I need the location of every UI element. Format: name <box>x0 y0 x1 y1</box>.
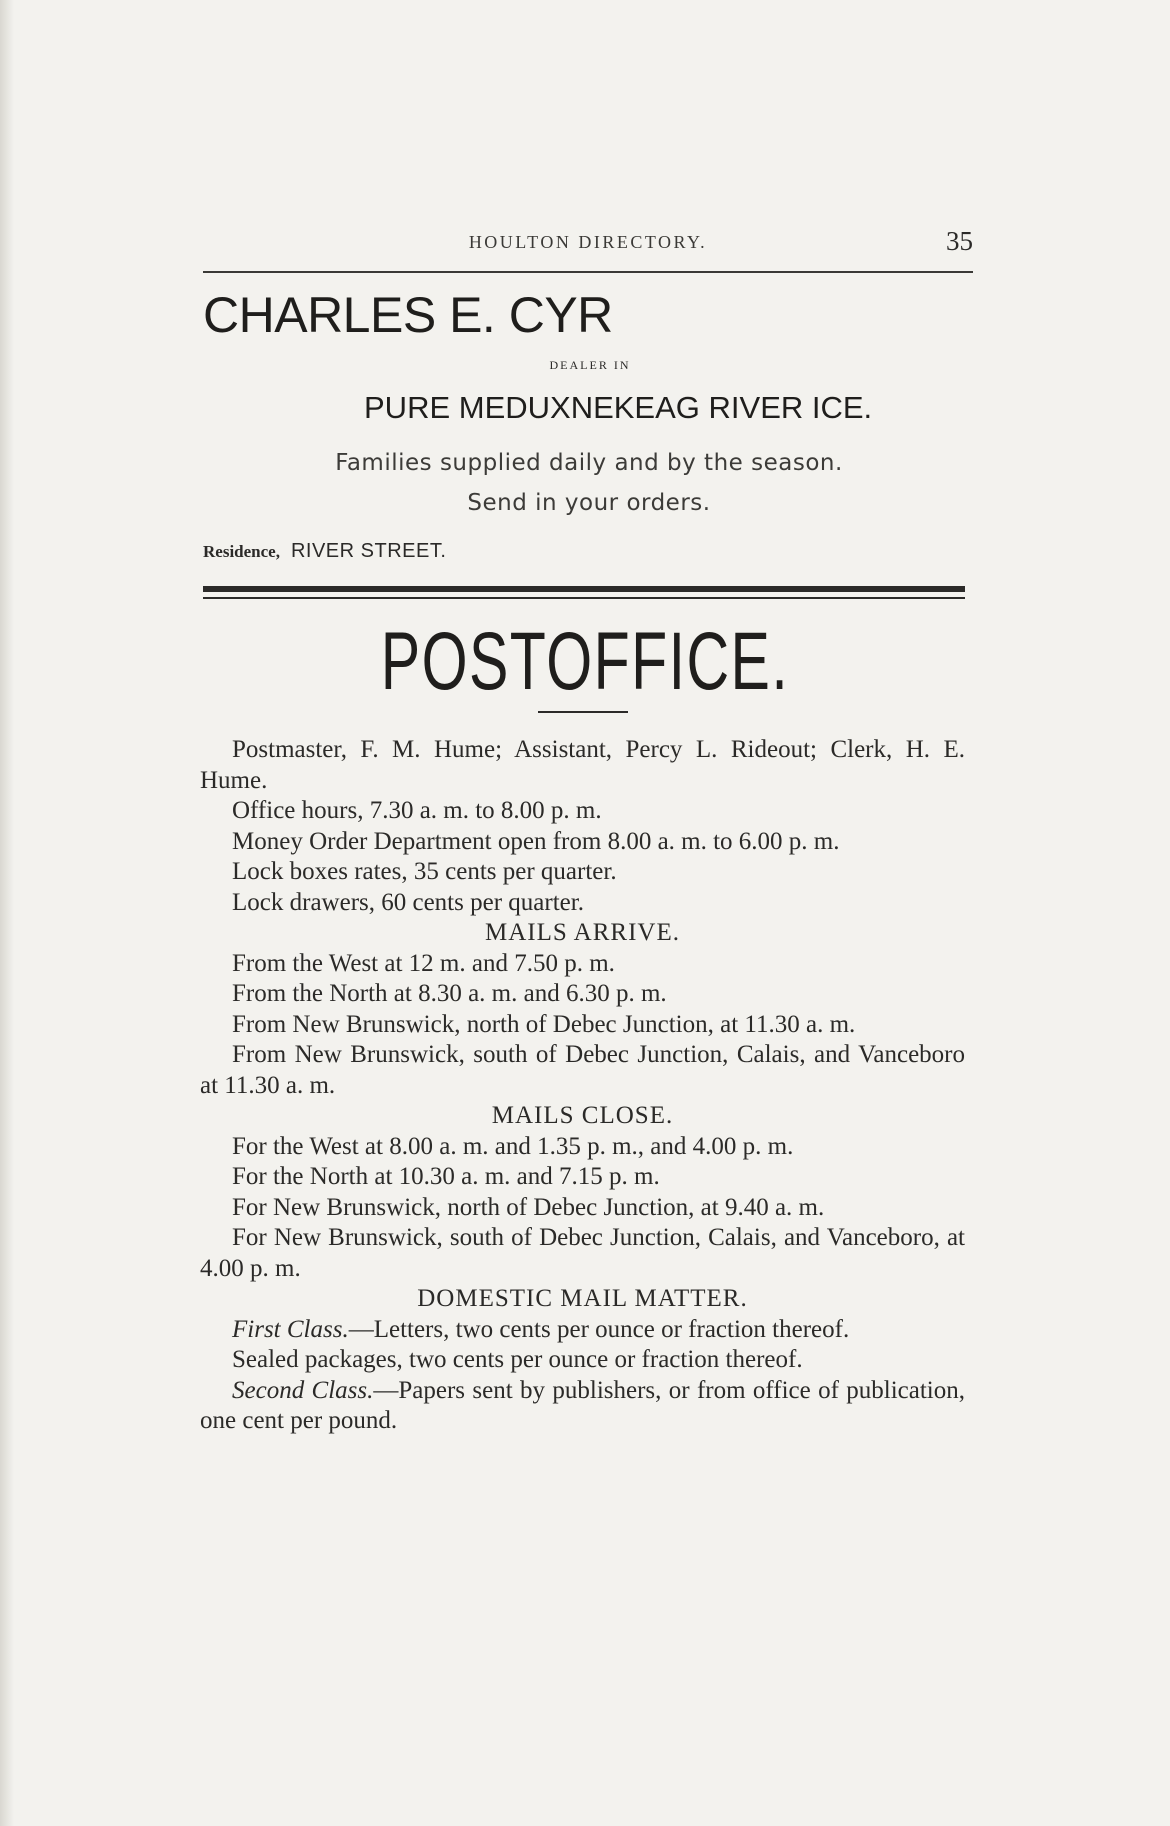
section-rule-thick <box>203 586 965 592</box>
page-edge-shadow <box>0 0 14 1826</box>
heading-mails-arrive: MAILS ARRIVE. <box>485 919 680 946</box>
arrive-nb-north: From New Brunswick, north of Debec Junction, at 11.30 a. m. <box>232 1010 856 1038</box>
close-west: For the West at 8.00 a. m. and 1.35 p. m., and 4.00 p. m. <box>232 1132 794 1160</box>
paragraph-lock-boxes: Lock boxes rates, 35 cents per quarter. <box>232 858 617 885</box>
paragraph-second-class <box>200 1376 965 1437</box>
postoffice-title: POSTOFFICE. <box>380 616 790 707</box>
section-rule-thin <box>203 597 965 599</box>
postoffice-body <box>200 735 965 1437</box>
second-class-label: Second Class. <box>232 1376 374 1404</box>
close-nb-south: For New Brunswick, south of Debec Junction, Calais, and Vanceboro, at 4.00 p. m. <box>200 1224 965 1282</box>
page-number: 35 <box>946 226 973 256</box>
close-north: For the North at 10.30 a. m. and 7.15 p. m. <box>232 1163 660 1190</box>
advert-name: CHARLES E. CYR <box>203 287 613 343</box>
first-class-label: First Class. <box>232 1315 349 1343</box>
arrive-nb-south: From New Brunswick, south of Debec Junction, Calais, and Vanceboro at 11.30 a. m. <box>200 1041 965 1099</box>
close-nb-north: For New Brunswick, north of Debec Junction, at 9.40 a. m. <box>232 1193 825 1221</box>
residence-value: RIVER STREET. <box>290 540 447 562</box>
paragraph-office-hours: Office hours, 7.30 a. m. to 8.00 p. m. <box>232 797 602 824</box>
paragraph-postmaster: Postmaster, F. M. Hume; Assistant, Percy L. Rideout; Clerk, H. E. Hume. <box>200 736 965 794</box>
second-class-text: —Papers sent by publishers, or from office of publication, one cent per pound. <box>200 1376 965 1434</box>
advert-product: PURE MEDUXNEKEAG RIVER ICE. <box>364 390 873 425</box>
residence-label: Residence, <box>203 542 280 561</box>
advert-line-orders: Send in your orders. <box>467 490 711 516</box>
heading-mails-close: MAILS CLOSE. <box>491 1102 674 1129</box>
paragraph-lock-drawers: Lock drawers, 60 cents per quarter. <box>232 888 584 916</box>
header-rule <box>203 271 973 273</box>
paragraph-first-class <box>200 1315 965 1346</box>
advert-residence <box>203 540 446 563</box>
paragraph-sealed-packages: Sealed packages, two cents per ounce or fraction thereof. <box>232 1346 803 1373</box>
first-class-text: —Letters, two cents per ounce or fraction thereof. <box>348 1315 850 1343</box>
advert-line-families: Families supplied daily and by the season. <box>335 450 843 476</box>
paragraph-money-order: Money Order Department open from 8.00 a. m. to 6.00 p. m. <box>232 827 840 855</box>
advert-dealer-in: DEALER IN <box>549 358 631 372</box>
running-title: HOULTON DIRECTORY. <box>468 232 708 252</box>
title-underline <box>538 711 628 713</box>
arrive-west: From the West at 12 m. and 7.50 p. m. <box>232 949 615 977</box>
running-header <box>203 226 973 268</box>
heading-domestic-mail: DOMESTIC MAIL MATTER. <box>417 1285 748 1312</box>
arrive-north: From the North at 8.30 a. m. and 6.30 p. m. <box>232 980 667 1007</box>
